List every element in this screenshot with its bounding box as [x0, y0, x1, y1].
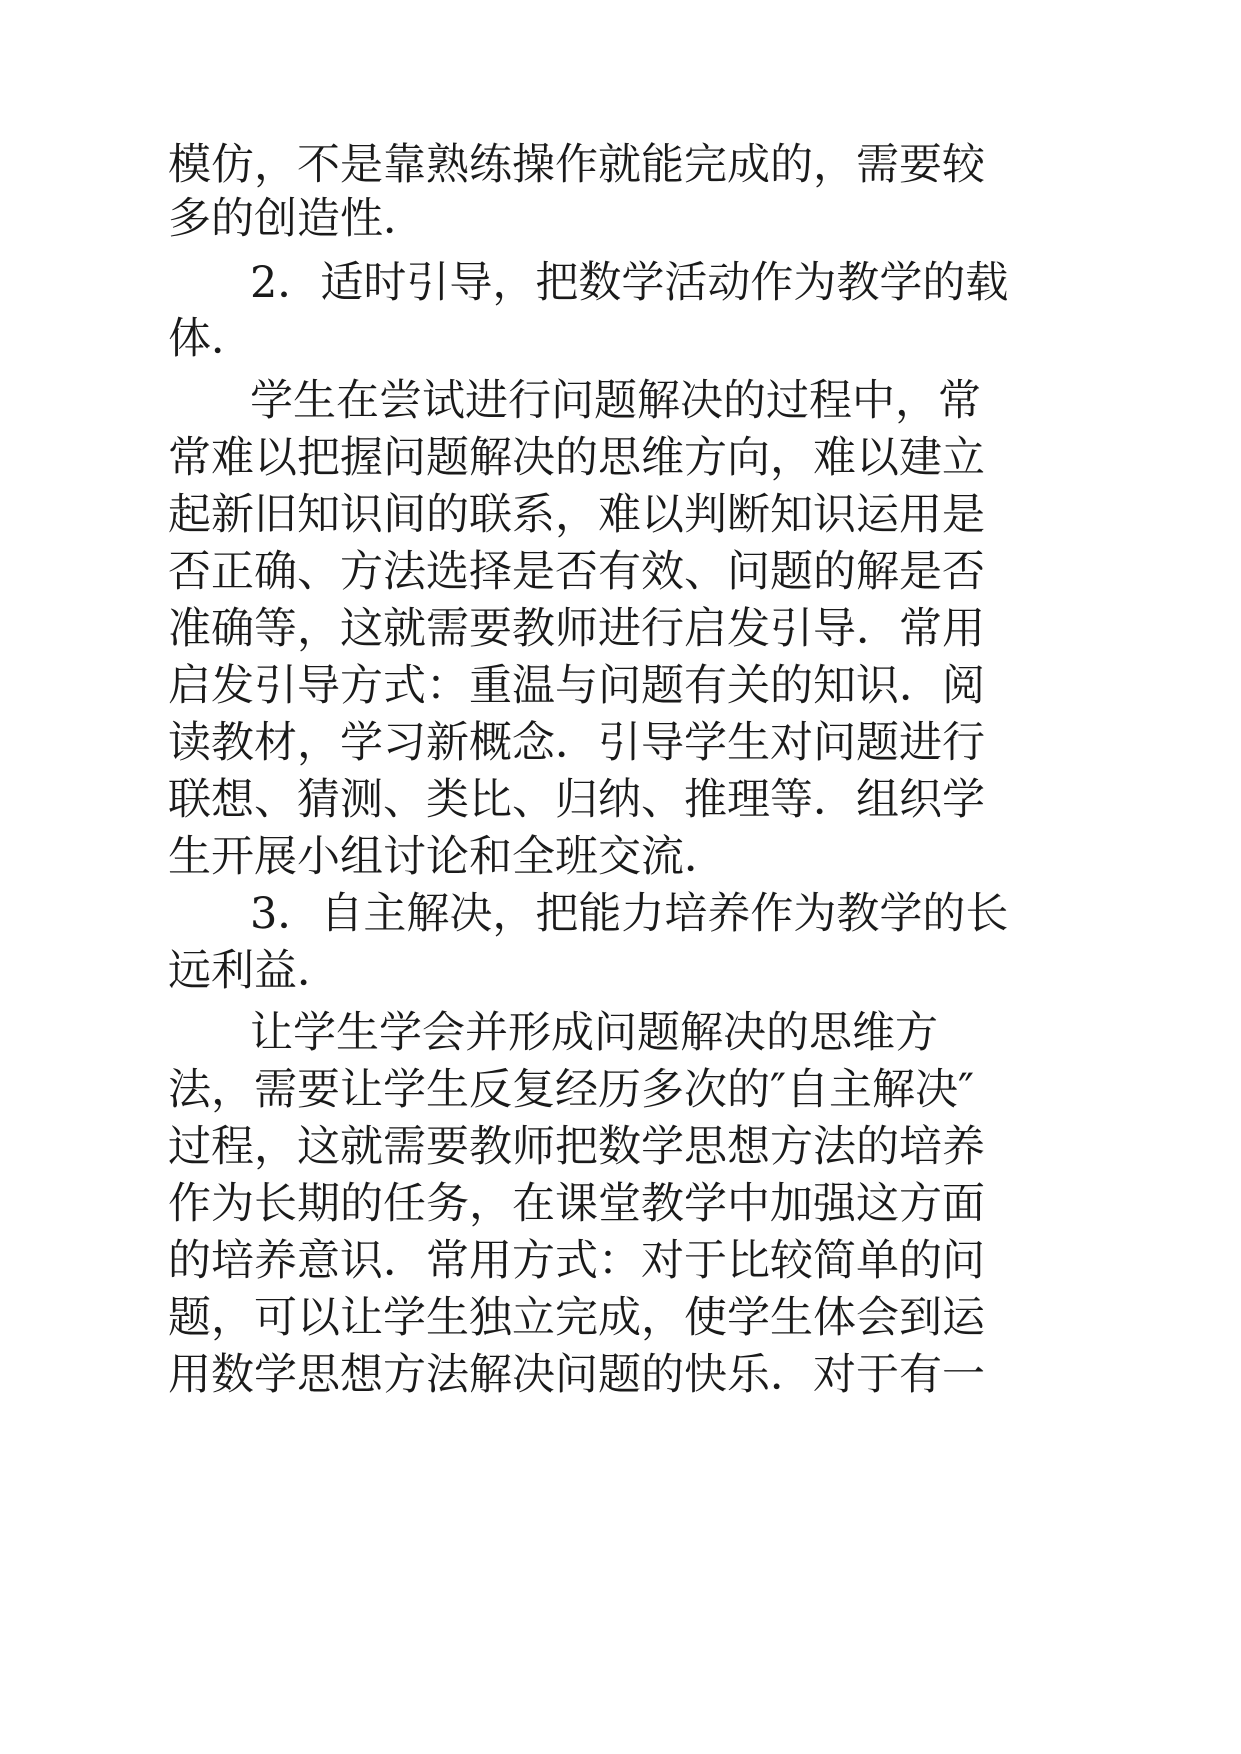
text-line: 体． — [168, 314, 254, 364]
text-line: 学生在尝试进行问题解决的过程中，常 — [250, 376, 981, 426]
text-line: 作为长期的任务，在课堂教学中加强这方面 — [168, 1179, 985, 1229]
text-line: 让学生学会并形成问题解决的思维方 — [250, 1008, 938, 1058]
text-line: 否正确、方法选择是否有效、问题的解是否 — [168, 547, 985, 597]
text-line: 3．自主解决，把能力培养作为教学的长 — [250, 889, 1009, 939]
text-line: 过程，这就需要教师把数学思想方法的培养 — [168, 1122, 985, 1172]
text-line: 题，可以让学生独立完成，使学生体会到运 — [168, 1293, 985, 1343]
text-line: 常难以把握问题解决的思维方向，难以建立 — [168, 433, 985, 483]
text-line: 读教材，学习新概念．引导学生对问题进行 — [168, 718, 985, 768]
text-line: 法，需要让学生反复经历多次的″自主解决″ — [168, 1065, 975, 1115]
text-line: 启发引导方式：重温与问题有关的知识．阅 — [168, 661, 985, 711]
text-line: 准确等，这就需要教师进行启发引导．常用 — [168, 604, 985, 654]
text-line: 模仿，不是靠熟练操作就能完成的，需要较 — [168, 140, 985, 190]
text-line: 联想、猜测、类比、归纳、推理等．组织学 — [168, 775, 985, 825]
text-line: 2．适时引导，把数学活动作为教学的载 — [250, 258, 1009, 308]
text-line: 生开展小组讨论和全班交流． — [168, 832, 727, 882]
text-line: 起新旧知识间的联系，难以判断知识运用是 — [168, 490, 985, 540]
text-line: 用数学思想方法解决问题的快乐．对于有一 — [168, 1350, 985, 1400]
text-line: 远利益． — [168, 946, 340, 996]
text-line: 多的创造性． — [168, 194, 426, 244]
text-line: 的培养意识．常用方式：对于比较简单的问 — [168, 1236, 985, 1286]
